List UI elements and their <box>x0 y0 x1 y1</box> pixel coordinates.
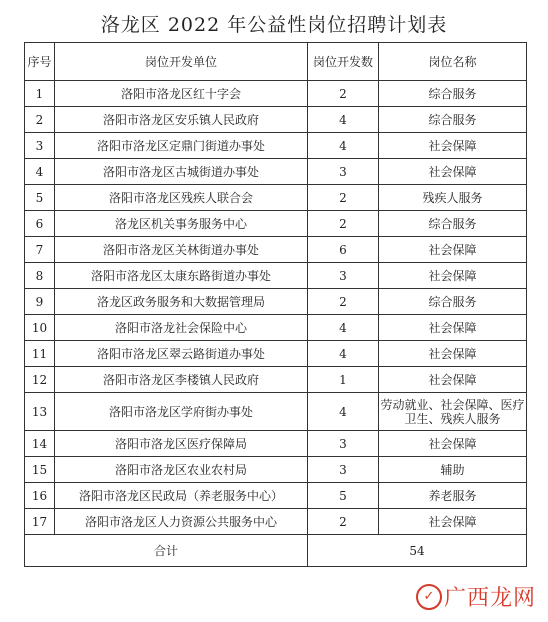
cell-unit: 洛阳市洛龙区人力资源公共服务中心 <box>55 509 308 535</box>
cell-post-count: 1 <box>308 367 379 393</box>
table-row <box>25 159 527 185</box>
cell-post-name: 综合服务 <box>379 289 527 315</box>
table-row <box>25 289 527 315</box>
cell-post-count: 3 <box>308 159 379 185</box>
cell-serial-no: 3 <box>25 133 55 159</box>
cell-post-name: 社会保障 <box>379 237 527 263</box>
header-serial-no: 序号 <box>25 43 55 81</box>
table-row <box>25 431 527 457</box>
cell-post-name: 养老服务 <box>379 483 527 509</box>
recruitment-plan-table <box>24 42 527 567</box>
page-title: 洛龙区 2022 年公益性岗位招聘计划表 <box>100 14 448 36</box>
cell-post-count: 2 <box>308 289 379 315</box>
cell-post-count: 2 <box>308 509 379 535</box>
cell-unit: 洛阳市洛龙区红十字会 <box>55 81 308 107</box>
table-row <box>25 133 527 159</box>
cell-unit: 洛阳市洛龙区古城街道办事处 <box>55 159 308 185</box>
cell-post-count: 3 <box>308 263 379 289</box>
cell-unit: 洛阳市洛龙区太康东路街道办事处 <box>55 263 308 289</box>
cell-post-count: 4 <box>308 393 379 431</box>
cell-post-name: 劳动就业、社会保障、医疗卫生、残疾人服务 <box>379 393 527 431</box>
cell-unit: 洛龙区机关事务服务中心 <box>55 211 308 237</box>
table-row <box>25 393 527 431</box>
cell-serial-no: 8 <box>25 263 55 289</box>
table-row <box>25 341 527 367</box>
cell-serial-no: 11 <box>25 341 55 367</box>
cell-unit: 洛龙区政务服务和大数据管理局 <box>55 289 308 315</box>
header-unit: 岗位开发单位 <box>55 43 308 81</box>
cell-post-name: 社会保障 <box>379 133 527 159</box>
cell-unit: 洛阳市洛龙区残疾人联合会 <box>55 185 308 211</box>
table-row <box>25 483 527 509</box>
cell-post-count: 4 <box>308 315 379 341</box>
watermark-text: 广西龙网 <box>443 586 536 611</box>
cell-unit: 洛阳市洛龙区医疗保障局 <box>55 431 308 457</box>
cell-unit: 洛阳市洛龙区安乐镇人民政府 <box>55 107 308 133</box>
table-header-row <box>25 43 527 81</box>
cell-post-name: 社会保障 <box>379 315 527 341</box>
cell-serial-no: 15 <box>25 457 55 483</box>
cell-post-count: 4 <box>308 133 379 159</box>
table-row <box>25 509 527 535</box>
cell-serial-no: 4 <box>25 159 55 185</box>
table-row <box>25 185 527 211</box>
cell-post-count: 6 <box>308 237 379 263</box>
cell-post-name: 综合服务 <box>379 81 527 107</box>
cell-unit: 洛阳市洛龙区关林街道办事处 <box>55 237 308 263</box>
cell-post-count: 5 <box>308 483 379 509</box>
cell-post-name: 社会保障 <box>379 159 527 185</box>
cell-serial-no: 5 <box>25 185 55 211</box>
cell-unit: 洛阳市洛龙区农业农村局 <box>55 457 308 483</box>
header-post-name: 岗位名称 <box>379 43 527 81</box>
table-row <box>25 211 527 237</box>
cell-post-name: 社会保障 <box>379 509 527 535</box>
table-row <box>25 237 527 263</box>
cell-unit: 洛阳市洛龙区学府街办事处 <box>55 393 308 431</box>
cell-serial-no: 12 <box>25 367 55 393</box>
cell-post-count: 2 <box>308 81 379 107</box>
table-row <box>25 107 527 133</box>
cell-unit: 洛阳市洛龙社会保险中心 <box>55 315 308 341</box>
cell-unit: 洛阳市洛龙区李楼镇人民政府 <box>55 367 308 393</box>
cell-serial-no: 14 <box>25 431 55 457</box>
total-label: 合计 <box>25 535 308 567</box>
cell-post-name: 社会保障 <box>379 341 527 367</box>
cell-post-count: 4 <box>308 107 379 133</box>
cell-post-name: 综合服务 <box>379 107 527 133</box>
cell-serial-no: 9 <box>25 289 55 315</box>
cell-serial-no: 13 <box>25 393 55 431</box>
total-value: 54 <box>308 535 527 567</box>
table-row <box>25 263 527 289</box>
cell-unit: 洛阳市洛龙区定鼎门街道办事处 <box>55 133 308 159</box>
cell-serial-no: 16 <box>25 483 55 509</box>
watermark-logo-icon: ✓ <box>416 584 442 610</box>
table-body <box>25 81 527 535</box>
total-row <box>25 535 527 567</box>
cell-unit: 洛阳市洛龙区民政局（养老服务中心） <box>55 483 308 509</box>
cell-unit: 洛阳市洛龙区翠云路街道办事处 <box>55 341 308 367</box>
cell-post-count: 2 <box>308 211 379 237</box>
cell-serial-no: 2 <box>25 107 55 133</box>
cell-post-name: 辅助 <box>379 457 527 483</box>
cell-post-count: 3 <box>308 457 379 483</box>
cell-serial-no: 6 <box>25 211 55 237</box>
cell-serial-no: 7 <box>25 237 55 263</box>
cell-post-name: 社会保障 <box>379 367 527 393</box>
cell-post-name: 残疾人服务 <box>379 185 527 211</box>
cell-serial-no: 10 <box>25 315 55 341</box>
cell-post-name: 综合服务 <box>379 211 527 237</box>
header-post-count: 岗位开发数 <box>308 43 379 81</box>
cell-post-count: 3 <box>308 431 379 457</box>
cell-post-name: 社会保障 <box>379 263 527 289</box>
table-row <box>25 367 527 393</box>
cell-post-count: 4 <box>308 341 379 367</box>
cell-serial-no: 1 <box>25 81 55 107</box>
table-row <box>25 315 527 341</box>
table-row <box>25 457 527 483</box>
table-row <box>25 81 527 107</box>
cell-post-name: 社会保障 <box>379 431 527 457</box>
cell-serial-no: 17 <box>25 509 55 535</box>
cell-post-count: 2 <box>308 185 379 211</box>
site-watermark <box>416 581 536 612</box>
